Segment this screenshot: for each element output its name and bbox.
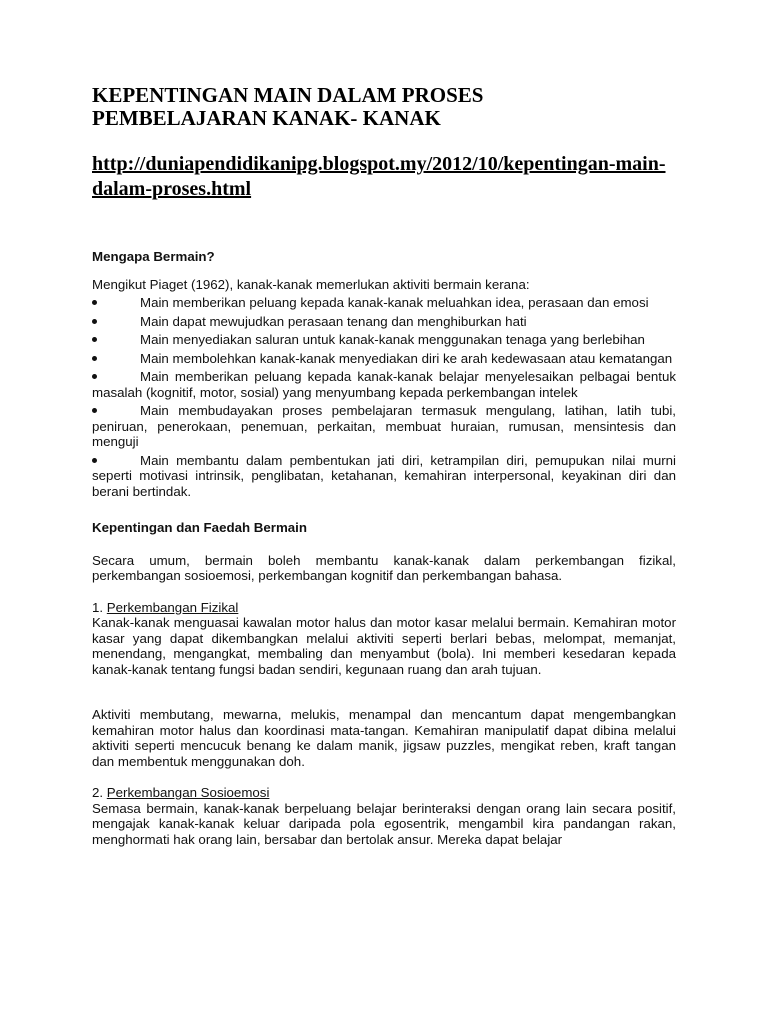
list-item-text: Main membudayakan proses pembelajaran termasuk mengulang, latihan, latih tubi, peniruan, penerokaan, penemuan, perkaitan, membuat huraian, rumusan, mensintesis dan menguji [92, 403, 676, 449]
list-item [92, 453, 676, 500]
bullet-icon [92, 337, 97, 342]
bullet-icon [92, 356, 97, 361]
section-title-text: Perkembangan Fizikal [106, 599, 239, 615]
list-item [92, 403, 676, 450]
section-number: 1. [92, 599, 104, 615]
document-title [92, 84, 676, 130]
list-item [92, 351, 676, 367]
section-paragraph: Semasa bermain, kanak-kanak berpeluang belajar berinteraksi dengan orang lain secara positif, mengajak kanak-kanak keluar daripada pola egosentrik, mengambil kira pandangan rakan, menghormati hak orang lain, bersabar dan bertolak ansur. Mereka dapat belajar [92, 800, 676, 847]
list-item-text: Main membantu dalam pembentukan jati diri, ketrampilan diri, pemupukan nilai murni seperti motivasi intrinsik, penglibatan, ketahanan, kemahiran interpersonal, keyakinan diri dan berani bertindak. [92, 452, 676, 499]
section-paragraph: Aktiviti membutang, mewarna, melukis, menampal dan mencantum dapat mengembangkan kemahiran motor halus dan koordinasi mata-tangan. Kemahiran manipulatif dapat dibina melalui aktiviti seperti mencucuk benang ke dalam manik, jigsaw puzzles, mengikat reben, kraft tangan dan membentuk menggunakan doh. [92, 707, 676, 769]
section-title [92, 600, 676, 616]
bullet-icon [92, 374, 97, 379]
benefits-heading: Kepentingan dan Faedah Bermain [92, 520, 308, 535]
why-heading: Mengapa Bermain? [92, 249, 215, 264]
benefits-intro: Secara umum, bermain boleh membantu kanak-kanak dalam perkembangan fizikal, perkembangan sosioemosi, perkembangan kognitif dan perkembangan bahasa. [92, 552, 676, 583]
bullet-icon [92, 458, 97, 463]
list-item-text: Main memberikan peluang kepada kanak-kanak belajar menyelesaikan pelbagai bentuk masalah (kognitif, motor, sosial) yang menyumbang kepada perkembangan intelek [92, 369, 676, 400]
title-line-2: PEMBELAJARAN KANAK- KANAK [92, 106, 441, 130]
section-number: 2. [92, 785, 104, 800]
bullet-icon [92, 300, 97, 305]
section-physical [92, 600, 676, 770]
intro-text: Mengikut Piaget (1962), kanak-kanak memerlukan aktiviti bermain kerana: [92, 276, 530, 292]
source-link[interactable]: http://duniapendidikanipg.blogspot.my/2012/10/kepentingan-main-dalam-proses.html [92, 153, 666, 200]
list-item [92, 295, 676, 311]
list-item [92, 314, 676, 330]
bullet-icon [92, 319, 97, 324]
bullet-icon [92, 408, 97, 413]
section-paragraph: Kanak-kanak menguasai kawalan motor halus dan motor kasar melalui bermain. Kemahiran motor kasar yang dapat dikembangkan melalui aktiviti seperti berlari bebas, melompat, memanjat, menendang, mengangkat, membaling dan menyambut (bola). Ini memberi kesedaran kepada kanak-kanak tentang fungsi badan sendiri, kegunaan ruang dan arah tujuan. [92, 615, 676, 677]
section-title-text: Perkembangan Sosioemosi [106, 785, 270, 800]
list-item [92, 332, 676, 348]
document-body [92, 84, 676, 847]
section-socioemotional [92, 785, 676, 847]
list-item-text: Main dapat mewujudkan perasaan tenang dan menghiburkan hati [140, 313, 527, 329]
list-item-text: Main membolehkan kanak-kanak menyediakan diri ke arah kedewasaan atau kematangan [140, 350, 673, 366]
reasons-list [92, 295, 676, 499]
title-line-1: KEPENTINGAN MAIN DALAM PROSES [92, 83, 484, 107]
list-item [92, 369, 676, 400]
list-item-text: Main menyediakan saluran untuk kanak-kanak menggunakan tenaga yang berlebihan [140, 332, 645, 347]
list-item-text: Main memberikan peluang kepada kanak-kanak meluahkan idea, perasaan dan emosi [140, 295, 649, 310]
section-title [92, 785, 676, 801]
